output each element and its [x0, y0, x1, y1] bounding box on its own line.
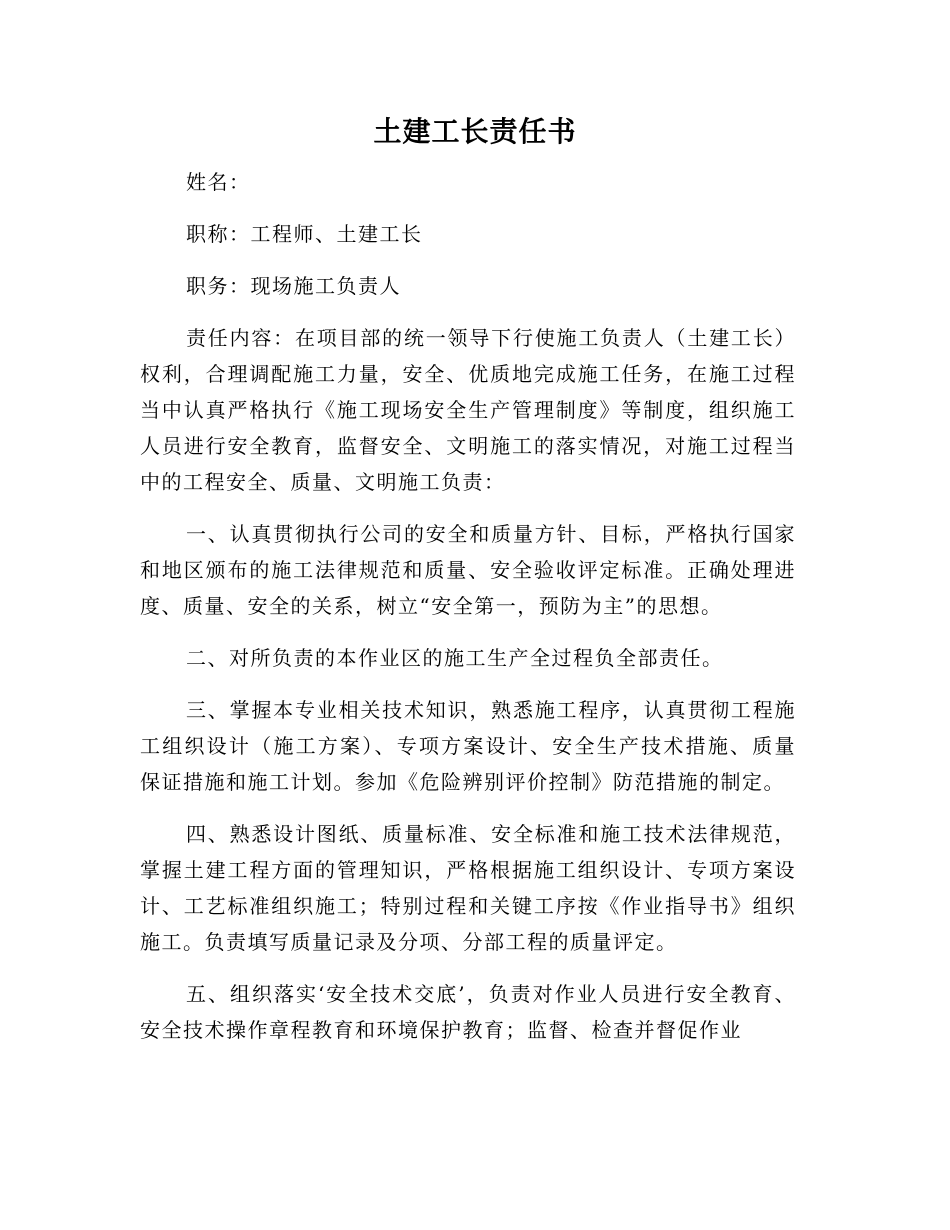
document-title: 土建工长责任书: [373, 115, 577, 148]
document-body: [140, 164, 796, 1064]
paragraph-item-5: 五、组织落实‘安全技术交底’，负责对作业人员进行安全教育、安全技术操作章程教育和环境保护教育；监督、检查并督促作业: [140, 982, 796, 1042]
paragraph-responsibility: 责任内容：在项目部的统一领导下行使施工负责人（土建工长）权利，合理调配施工力量，安全、优质地完成施工任务，在施工过程当中认真严格执行《施工现场安全生产管理制度》等制度，组织施工人员进行安全教育，监督安全、文明施工的落实情况，对施工过程当中的工程安全、质量、文明施工负责：: [140, 326, 796, 494]
paragraph-item-4: 四、熟悉设计图纸、质量标准、安全标准和施工技术法律规范，掌握土建工程方面的管理知识，严格根据施工组织设计、专项方案设计、工艺标准组织施工；特别过程和关键工序按《作业指导书》组织施工。负责填写质量记录及分项、分部工程的质量评定。: [140, 822, 796, 954]
paragraph-item-2: 二、对所负责的本作业区的施工生产全过程负全部责任。: [186, 646, 724, 670]
paragraph-item-1: 一、认真贯彻执行公司的安全和质量方针、目标，严格执行国家和地区颁布的施工法律规范和质量、安全验收评定标准。正确处理进度、质量、安全的关系，树立“安全第一，预防为主”的思想。: [140, 522, 796, 618]
field-name: 姓名：: [186, 170, 251, 194]
paragraph-item-3: 三、掌握本专业相关技术知识，熟悉施工程序，认真贯彻工程施工组织设计（施工方案）、专项方案设计、安全生产技术措施、质量保证措施和施工计划。参加《危险辨别评价控制》防范措施的制定。: [140, 698, 796, 794]
field-position: 职务：现场施工负责人: [186, 274, 401, 298]
field-title-rank: 职称：工程师、土建工长: [186, 222, 423, 246]
